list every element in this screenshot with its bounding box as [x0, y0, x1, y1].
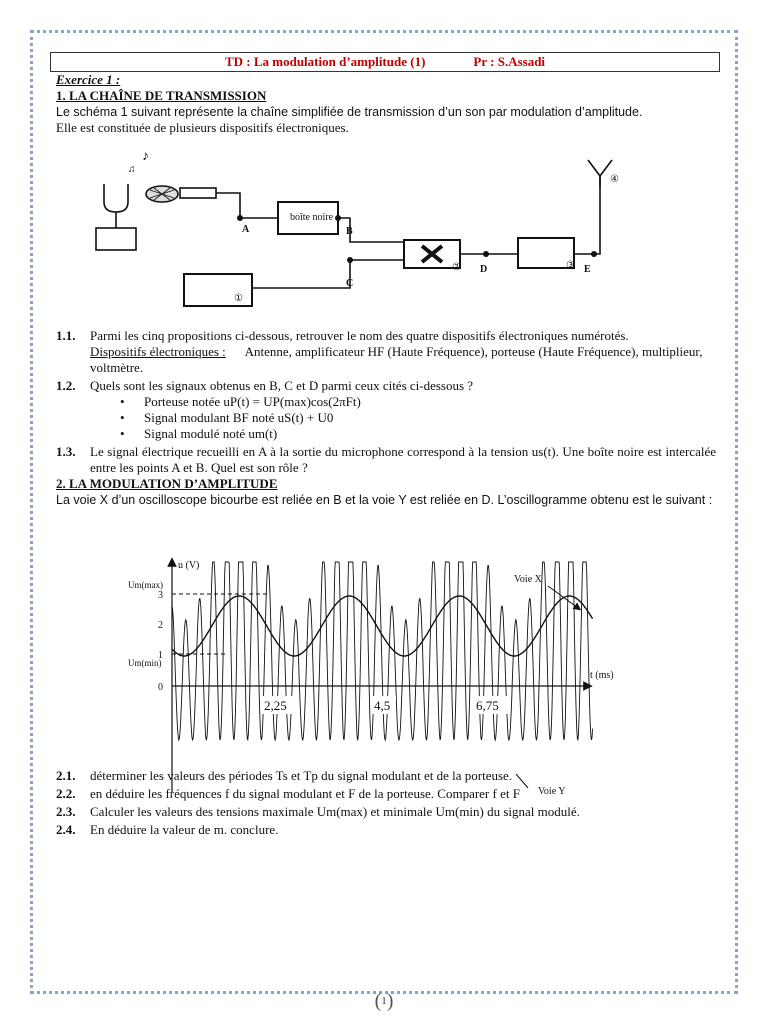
- y-tick-0: 0: [158, 682, 163, 693]
- devices-text: Antenne, amplificateur HF (Haute Fréquence), porteuse (Haute Fréquence), multiplieur, voltmètre.: [90, 344, 703, 375]
- section2-title: 2. LA MODULATION D’AMPLITUDE: [56, 476, 278, 491]
- y-tick-1: 1: [158, 650, 163, 661]
- voie-x-label: Voie X: [514, 574, 542, 585]
- point-a-label: A: [242, 224, 250, 235]
- q12-text: Quels sont les signaux obtenus en B, C et D parmi ceux cités ci-dessous ?: [90, 378, 474, 393]
- tuning-fork-icon: [104, 184, 128, 228]
- x-label-675: 6,75: [476, 698, 499, 713]
- bracket-right-icon: ): [386, 989, 394, 1012]
- voie-y-pointer: [516, 774, 528, 788]
- y-axis-label: u (V): [178, 560, 200, 571]
- signal-item-modulating: • Signal modulant BF noté uS(t) + U0: [120, 410, 716, 426]
- header-title: TD : La modulation d’amplitude (1): [224, 54, 426, 69]
- umax-label: Um(max): [128, 580, 163, 590]
- q23-text: Calculer les valeurs des tensions maximale Um(max) et minimale Um(min) du signal modulé.: [90, 804, 580, 819]
- header-author: Pr : S.Assadi: [473, 54, 546, 69]
- question-2-3: [56, 804, 716, 820]
- tuning-fork-base: [96, 228, 136, 250]
- y-tick-2: 2: [158, 620, 163, 631]
- y-tick-3: 3: [158, 590, 163, 601]
- q21-text: déterminer les valeurs des périodes Ts et Tp du signal modulant et de la porteuse.: [90, 768, 513, 783]
- q24-text: En déduire la valeur de m. conclure.: [90, 822, 279, 837]
- note-icon-2: ♫: [128, 164, 136, 175]
- device-1-number: ①: [234, 293, 243, 304]
- q21-number: 2.1.: [56, 768, 76, 783]
- note-icon-1: ♪: [142, 149, 149, 164]
- q11-text: Parmi les cinq propositions ci-dessous, retrouver le nom des quatre dispositifs électroniques numérotés.: [90, 328, 629, 343]
- voie-y-label: Voie Y: [538, 786, 566, 797]
- bracket-left-icon: (: [374, 989, 382, 1012]
- question-1-3: [56, 444, 716, 476]
- x-label-225: 2,25: [264, 698, 287, 713]
- q13-text: Le signal électrique recueilli en A à la sortie du microphone correspond à la tension us(t). Une boîte noire est intercalée entre les points A et B. Quel est son rôle ?: [90, 444, 716, 475]
- point-e-label: E: [584, 264, 591, 275]
- section1-intro-line1: Le schéma 1 suivant représente la chaîne simplifiée de transmission d’un son par modulation d’amplitude.: [56, 105, 643, 119]
- devices-line: [56, 344, 716, 376]
- page-number: [356, 990, 412, 1012]
- microphone-handle: [180, 188, 216, 198]
- question-2-4: [56, 822, 716, 838]
- signal-list: [120, 394, 716, 442]
- voie-x-curve: [172, 596, 593, 656]
- q22-number: 2.2.: [56, 786, 76, 801]
- antenna-icon: [588, 160, 612, 186]
- transmission-diagram: [88, 146, 648, 316]
- question-1-2: [56, 378, 716, 394]
- signal-item-carrier: • Porteuse notée uP(t) = UP(max)cos(2πFt): [120, 394, 716, 410]
- point-d-label: D: [480, 264, 488, 275]
- q11-number: 1.1.: [56, 328, 76, 343]
- signal-item-modulated: • Signal modulé noté um(t): [120, 426, 716, 442]
- x-axis-label: t (ms): [590, 670, 614, 681]
- multiplier-cross-icon: [422, 246, 442, 262]
- exercise-title: Exercice 1 :: [56, 72, 121, 87]
- point-b-label: B: [346, 226, 353, 237]
- device-4-number: ④: [610, 174, 619, 185]
- umin-label: Um(min): [128, 658, 162, 668]
- question-1-1: [56, 328, 716, 344]
- section1-intro-line2: Elle est constituée de plusieurs dispositifs électroniques.: [56, 120, 349, 135]
- oscillogram: [128, 556, 628, 800]
- device-3-number: ③: [566, 260, 575, 271]
- devices-label: Dispositifs électroniques :: [90, 344, 226, 359]
- section1-title: 1. LA CHAÎNE DE TRANSMISSION: [56, 88, 267, 103]
- header-bar: [50, 52, 720, 72]
- q24-number: 2.4.: [56, 822, 76, 837]
- q22-text: en déduire les fréquences f du signal modulant et F de la porteuse. Comparer f et F: [90, 786, 520, 801]
- device-2-number: ②: [452, 262, 461, 273]
- q23-number: 2.3.: [56, 804, 76, 819]
- point-c-label: C: [346, 278, 354, 289]
- black-box-label: boîte noire: [290, 212, 334, 223]
- x-label-45: 4,5: [374, 698, 391, 713]
- q13-number: 1.3.: [56, 444, 76, 459]
- q12-number: 1.2.: [56, 378, 76, 393]
- section2-intro: La voie X d’un oscilloscope bicourbe est reliée en B et la voie Y est reliée en D. L’oscillogramme obtenu est le suivant :: [56, 493, 713, 507]
- page-number-text: 1: [381, 995, 387, 1007]
